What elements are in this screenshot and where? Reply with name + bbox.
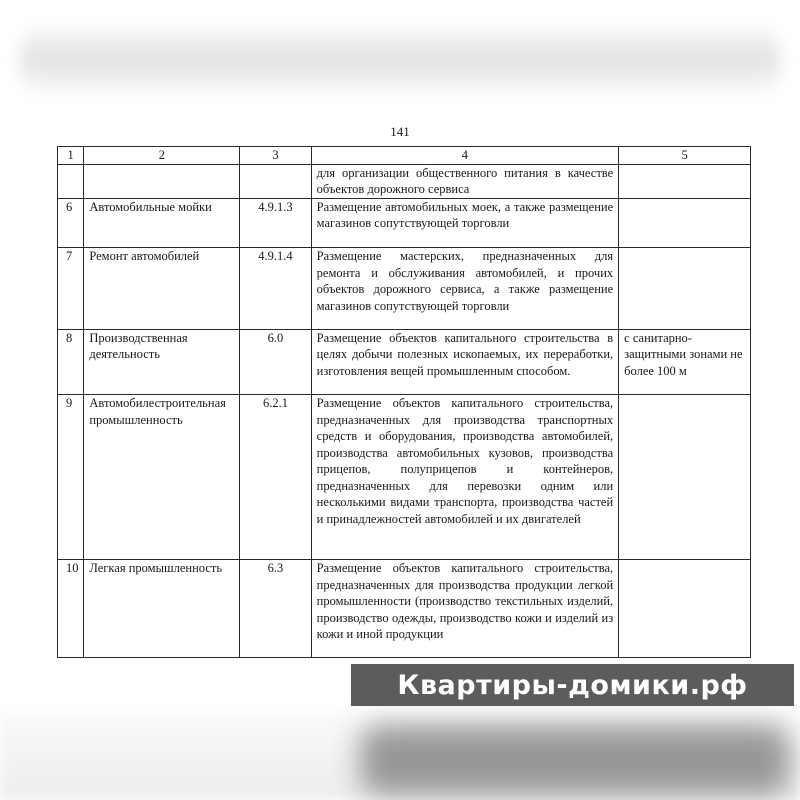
use-code: 4.9.1.3 [240, 198, 311, 247]
use-note [619, 248, 751, 330]
header-cell: 1 [58, 147, 84, 165]
row-number: 8 [58, 329, 84, 394]
table-row [58, 395, 751, 560]
header-cell: 4 [311, 147, 619, 165]
header-cell: 5 [619, 147, 751, 165]
row-number: 10 [58, 560, 84, 658]
use-code: 6.0 [240, 329, 311, 394]
use-description: Размещение мастерских, предназначенных для ремонта и обслуживания автомобилей, и прочих объектов дорожного сервиса, а также размещение магазинов сопутствующей торговли [311, 248, 619, 330]
table-row [58, 164, 751, 198]
use-description: Размещение автомобильных моек, а также размещение магазинов сопутствующей торговли [311, 198, 619, 247]
land-use-table [57, 146, 751, 658]
header-cell: 3 [240, 147, 311, 165]
use-name: Легкая промышленность [84, 560, 240, 658]
use-code: 4.9.1.4 [240, 248, 311, 330]
use-description: Размещение объектов капитального строительства, предназначенных для производства продукции легкой промышленности (производство текстильных изделий, производство одежды, производство кожи и изделий из кожи и иной продукции [311, 560, 619, 658]
use-code: 6.3 [240, 560, 311, 658]
use-description: Размещение объектов капитального строительства, предназначенных для производства транспортных средств и оборудования, производства автомобилей, производства автомобильных кузовов, производства прицепов, полуприцепов и контейнеров, предназначенных для перевозки одним или несколькими видами транспорта, производства частей и принадлежностей автомобилей и их двигателей [311, 395, 619, 560]
use-note [619, 395, 751, 560]
use-description: для организации общественного питания в качестве объектов дорожного сервиса [311, 164, 619, 198]
table-row [58, 560, 751, 658]
use-note [619, 198, 751, 247]
use-name: Производственная деятельность [84, 329, 240, 394]
use-note [619, 560, 751, 658]
table-header-row [58, 147, 751, 165]
use-name: Автомобильные мойки [84, 198, 240, 247]
row-number: 9 [58, 395, 84, 560]
header-cell: 2 [84, 147, 240, 165]
use-name: Автомобилестроительная промышленность [84, 395, 240, 560]
use-description: Размещение объектов капитального строительства в целях добычи полезных ископаемых, их переработки, изготовления вещей промышленным способом. [311, 329, 619, 394]
row-number [58, 164, 84, 198]
row-number: 7 [58, 248, 84, 330]
use-name [84, 164, 240, 198]
use-note [619, 164, 751, 198]
use-code [240, 164, 311, 198]
blurred-top-band [20, 30, 780, 90]
blurred-bottom-shadow [360, 725, 790, 795]
row-number: 6 [58, 198, 84, 247]
site-watermark [351, 664, 794, 706]
table-row [58, 329, 751, 394]
use-note: с санитарно-защитными зонами не более 100 м [619, 329, 751, 394]
page-number: 141 [390, 124, 410, 139]
use-name: Ремонт автомобилей [84, 248, 240, 330]
table-row [58, 198, 751, 247]
use-code: 6.2.1 [240, 395, 311, 560]
table-row [58, 248, 751, 330]
watermark-text: Квартиры-домики.рф [397, 669, 748, 701]
